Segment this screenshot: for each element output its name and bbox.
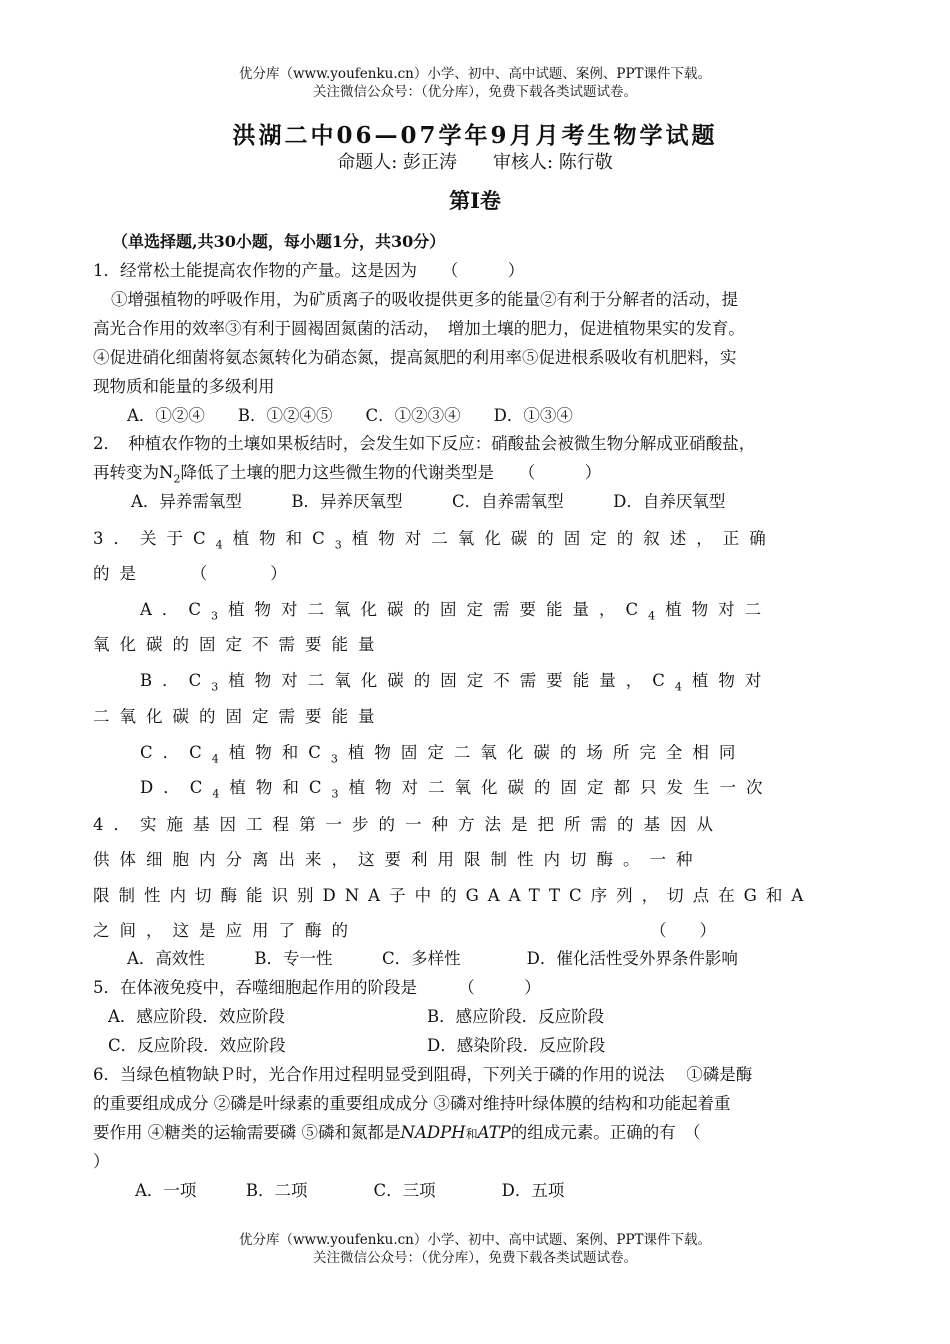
q6-line-4: ） bbox=[93, 1152, 110, 1171]
q6-line-1: 6．当绿色植物缺Ｐ时，光合作用过程明显受到阻碍，下列关于磷的作用的说法 ①磷是酶 bbox=[93, 1065, 753, 1084]
q1-body-2: 高光合作用的效率③有利于圆褐固氮菌的活动， 增加土壤的肥力，促进植物果实的发育。 bbox=[93, 319, 745, 338]
q3-d-sub-3: 3 bbox=[331, 787, 349, 801]
q3-d-mid: 植物和C bbox=[229, 778, 332, 797]
q3-a-sub-4: 4 bbox=[648, 609, 666, 623]
footer-line-2: 关注微信公众号：（优分库），免费下载各类试题试卷。 bbox=[313, 1250, 637, 1266]
q3-sub-3: 3 bbox=[334, 538, 352, 552]
q3-sub-4: 4 bbox=[215, 538, 233, 552]
q3-option-b-2: 二氧化碳的固定需要能量 bbox=[93, 707, 385, 726]
q5-option-a: A．感应阶段．效应阶段 bbox=[108, 1007, 285, 1026]
q5-option-c: C．反应阶段．效应阶段 bbox=[108, 1036, 286, 1055]
q5-option-d: D．感染阶段．反应阶段 bbox=[427, 1036, 606, 1055]
q3-a-mid: 植物对二氧化碳的固定需要能量，C bbox=[228, 600, 649, 619]
footer-line-1: 优分库（www.youfenku.cn）小学、初中、高中试题、案例、PPT课件下载。 bbox=[238, 1232, 712, 1248]
q4-options: A．高效性 B．专一性 C．多样性 D．催化活性受外界条件影响 bbox=[127, 949, 738, 968]
q3-a-prefix: A．C bbox=[140, 600, 212, 619]
q4-line-2: 供体细胞内分离出来，这要利用限制性内切酶。一种 bbox=[93, 850, 703, 869]
q3-d-end: 植物对二氧化碳的固定都只发生一次 bbox=[348, 778, 773, 797]
q2-stem-2a: 再转变为N bbox=[93, 463, 174, 482]
q3-line-1a: 3．关于C bbox=[93, 529, 216, 548]
q1-stem: 1．经常松土能提高农作物的产量。这是因为 （ ） bbox=[93, 261, 525, 280]
exam-authors: 命题人: 彭正涛 审核人: 陈行敬 bbox=[337, 152, 613, 173]
volume-heading: 第Ⅰ卷 bbox=[449, 188, 501, 213]
exam-title: 洪湖二中06—07学年9月月考生物学试题 bbox=[232, 122, 718, 149]
q3-a-sub-3: 3 bbox=[211, 609, 229, 623]
q3-b-end: 植物对 bbox=[691, 671, 772, 690]
q6-line-3 bbox=[93, 1119, 700, 1148]
q2-options: A．异养需氧型 B．异养厌氧型 C．自养需氧型 D．自养厌氧型 bbox=[131, 492, 726, 511]
q3-c-prefix: C．C bbox=[140, 743, 212, 762]
q2-stem-1: 2． 种植农作物的土壤如果板结时，会发生如下反应：硝酸盐会被微生物分解成亚硝酸盐， bbox=[93, 434, 756, 453]
instructions: （单选择题,共30小题，每小题1分，共30分） bbox=[112, 232, 446, 251]
q6-line-3b: 的组成元素。正确的有 （ bbox=[510, 1123, 701, 1142]
q4-line-3: 限制性内切酶能识别DNA子中的GAATTC序列，切点在G和A bbox=[93, 886, 813, 905]
q3-b-sub-3: 3 bbox=[211, 680, 229, 694]
q3-a-end: 植物对二 bbox=[665, 600, 772, 619]
q3-line-1b: 植物和C bbox=[232, 529, 335, 548]
q3-option-c bbox=[140, 739, 745, 773]
q6-line-3a: 要作用 ④糖类的运输需要磷 ⑤磷和氮都是 bbox=[93, 1123, 401, 1142]
q3-line-1 bbox=[93, 525, 776, 559]
q3-d-sub-4: 4 bbox=[212, 787, 230, 801]
q2-stem-2b: 降低了土壤的肥力这些微生物的代谢类型是 （ ） bbox=[180, 463, 602, 482]
q3-line-2: 的是 （ ） bbox=[93, 564, 297, 583]
q3-c-mid: 植物和C bbox=[228, 743, 331, 762]
q1-body-3: ④促进硝化细菌将氨态氮转化为硝态氮，提高氮肥的利用率⑤促进根系吸收有机肥料，实 bbox=[93, 348, 737, 367]
q3-option-a-1 bbox=[140, 596, 771, 630]
q4-answer-paren: （ ） bbox=[650, 921, 716, 940]
q3-option-b-1 bbox=[140, 667, 771, 701]
header-line-1: 优分库（www.youfenku.cn）小学、初中、高中试题、案例、PPT课件下载。 bbox=[238, 66, 712, 82]
header-line-2: 关注微信公众号：（优分库），免费下载各类试题试卷。 bbox=[313, 84, 637, 100]
q3-c-sub-4: 4 bbox=[211, 752, 229, 766]
q3-b-sub-4: 4 bbox=[674, 680, 692, 694]
q3-c-sub-3: 3 bbox=[330, 752, 348, 766]
q3-d-prefix: D．C bbox=[140, 778, 213, 797]
q6-options: A．一项 B．二项 C．三项 D．五项 bbox=[135, 1181, 565, 1200]
q6-line-2: 的重要组成成分 ②磷是叶绿素的重要组成成分 ③磷对维持叶绿体膜的结构和功能起着重 bbox=[93, 1094, 731, 1113]
q3-line-1c: 植物对二氧化碳的固定的叙述，正确 bbox=[351, 529, 776, 548]
q6-nadph: NADPH bbox=[400, 1123, 466, 1142]
q5-option-b: B．感应阶段．反应阶段 bbox=[427, 1007, 605, 1026]
q6-atp: ATP bbox=[477, 1123, 511, 1142]
q3-b-prefix: B．C bbox=[140, 671, 212, 690]
q4-line-1: 4．实施基因工程第一步的一种方法是把所需的基因从 bbox=[93, 815, 723, 834]
q4-line-4: 之间，这是应用了酶的 bbox=[93, 921, 358, 940]
q3-c-end: 植物固定二氧化碳的场所完全相同 bbox=[347, 743, 746, 762]
q2-n2-subscript: 2 bbox=[173, 472, 181, 486]
q6-and: 和 bbox=[465, 1127, 478, 1141]
q1-body-4: 现物质和能量的多级利用 bbox=[93, 377, 275, 396]
q1-body-1: ①增强植物的呼吸作用，为矿质离子的吸收提供更多的能量②有利于分解者的活动，提 bbox=[111, 290, 738, 309]
q3-option-d bbox=[140, 774, 772, 808]
q1-options: A．①②④ B．①②④⑤ C．①②③④ D．①③④ bbox=[127, 406, 573, 425]
q5-stem: 5．在体液免疫中，吞噬细胞起作用的阶段是 （ ） bbox=[93, 978, 541, 997]
q3-b-mid: 植物对二氧化碳的固定不需要能量，C bbox=[228, 671, 675, 690]
q3-option-a-2: 氧化碳的固定不需要能量 bbox=[93, 635, 385, 654]
